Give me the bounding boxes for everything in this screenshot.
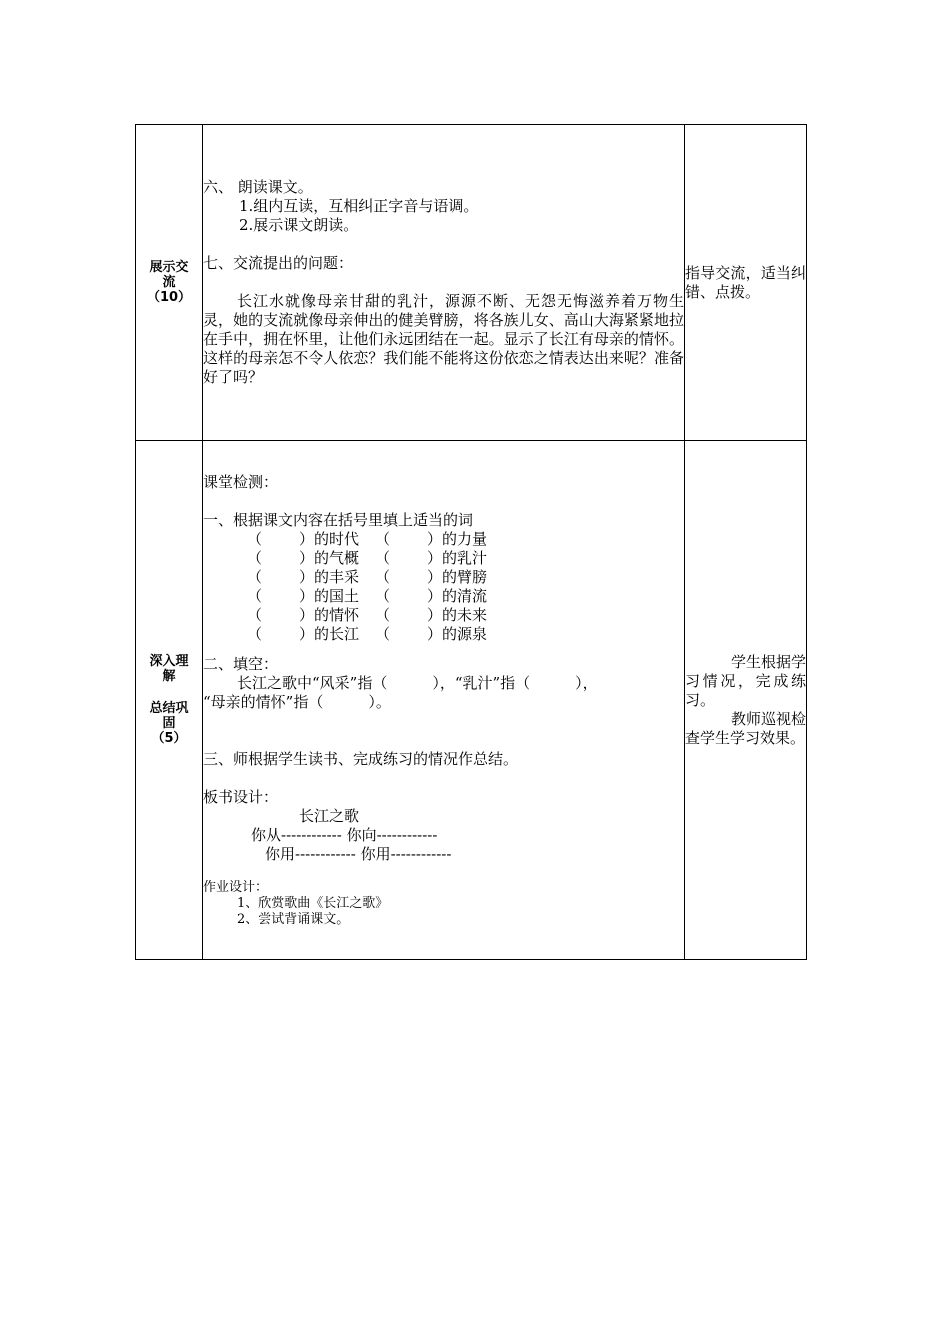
- guide-cell: [685, 125, 807, 441]
- table-row: [247, 625, 487, 644]
- list-item: 2.展示课文朗读。: [239, 216, 359, 234]
- stage-cell: [136, 441, 203, 960]
- blank-paren[interactable]: （: [247, 548, 263, 567]
- blank-word: ）的气概: [299, 548, 360, 567]
- blank-paren[interactable]: （: [247, 567, 263, 586]
- guide-text: 指导交流，适当纠错、点拨。: [685, 263, 806, 301]
- board-design-title: 板书设计：: [203, 787, 279, 806]
- stage-label-line: 流: [162, 275, 176, 290]
- question-title: 一、根据课文内容在括号里填上适当的词: [203, 510, 474, 529]
- board-line: 你用------------ 你用------------: [265, 844, 452, 863]
- board-song-title: 长江之歌: [299, 806, 360, 825]
- blank-word: ）的丰采: [299, 567, 360, 586]
- blank-word: ）的时代: [299, 529, 360, 548]
- question-title: 三、师根据学生读书、完成练习的情况作总结。: [203, 749, 519, 768]
- table-row: [247, 568, 487, 587]
- blank-paren[interactable]: （: [247, 586, 263, 605]
- stage-label-line: 展示交: [149, 260, 189, 275]
- board-line: 你从------------ 你向------------: [251, 825, 438, 844]
- table-row: [247, 549, 487, 568]
- blank-paren[interactable]: （: [375, 548, 391, 567]
- blank-paren[interactable]: （: [375, 586, 391, 605]
- section-heading: 七、交流提出的问题：: [203, 254, 354, 272]
- stage-label-line: 固: [162, 716, 176, 731]
- blank-word: ）的乳汁: [427, 548, 488, 567]
- blank-word: ）的臂膀: [427, 567, 488, 586]
- content-cell: [203, 441, 685, 960]
- list-item: 1.组内互读，互相纠正字音与语调。: [239, 197, 479, 215]
- section-heading: 课堂检测：: [203, 472, 279, 491]
- content-cell: [203, 125, 685, 441]
- lesson-plan-table: [135, 124, 807, 960]
- fill-blank-table: [247, 530, 487, 644]
- row-show-exchange: [136, 125, 807, 441]
- stage-label-line: 深入理: [149, 654, 189, 669]
- homework-item: 1、欣赏歌曲《长江之歌》: [237, 895, 389, 911]
- stage-cell: [136, 125, 203, 441]
- blank-word: ）的情怀: [299, 605, 360, 624]
- blank-paren[interactable]: （: [375, 605, 391, 624]
- fill-line: 长江之歌中“风采”指（ ），“乳汁”指（ ），: [237, 673, 598, 692]
- guide-text: 学生根据学习情况，完成练习。: [685, 652, 807, 709]
- table-row: [247, 530, 487, 549]
- paragraph: 长江水就像母亲甘甜的乳汁，源源不断、无怨无悔滋养着万物生灵，她的支流就像母亲伸出的健美臂膀，将各族儿女、高山大海紧紧地拉在手中，拥在怀里，让他们永远团结在一起。显示了长江有母亲的情怀。这样的母亲怎不令人依恋？我们能不能将这份依恋之情表达出来呢？准备好了吗？: [203, 292, 684, 386]
- guide-text: 教师巡视检查学生学习效果。: [685, 709, 807, 747]
- blank-paren[interactable]: （: [247, 605, 263, 624]
- blank-word: ）的未来: [427, 605, 488, 624]
- fill-line: “母亲的情怀”指（ ）。: [203, 692, 391, 711]
- section-heading: 六、 朗读课文。: [203, 178, 313, 196]
- blank-word: ）的源泉: [427, 624, 488, 643]
- blank-paren[interactable]: （: [375, 529, 391, 548]
- blank-paren[interactable]: （: [375, 624, 391, 643]
- homework-title: 作业设计：: [203, 879, 269, 895]
- stage-label-line: （10）: [146, 290, 192, 305]
- blank-paren[interactable]: （: [375, 567, 391, 586]
- blank-paren[interactable]: （: [247, 529, 263, 548]
- blank-word: ）的清流: [427, 586, 488, 605]
- stage-label-line: （5）: [151, 731, 187, 746]
- row-deepen-consolidate: [136, 441, 807, 960]
- question-title: 二、填空：: [203, 654, 279, 673]
- blank-word: ）的长江: [299, 624, 360, 643]
- blank-word: ）的国土: [299, 586, 360, 605]
- homework-item: 2、尝试背诵课文。: [237, 911, 350, 927]
- stage-label-line: 解: [162, 669, 176, 684]
- table-row: [247, 606, 487, 625]
- blank-word: ）的力量: [427, 529, 488, 548]
- guide-cell: [685, 441, 807, 960]
- stage-label-line: 总结巩: [149, 701, 189, 716]
- table-row: [247, 587, 487, 606]
- blank-paren[interactable]: （: [247, 624, 263, 643]
